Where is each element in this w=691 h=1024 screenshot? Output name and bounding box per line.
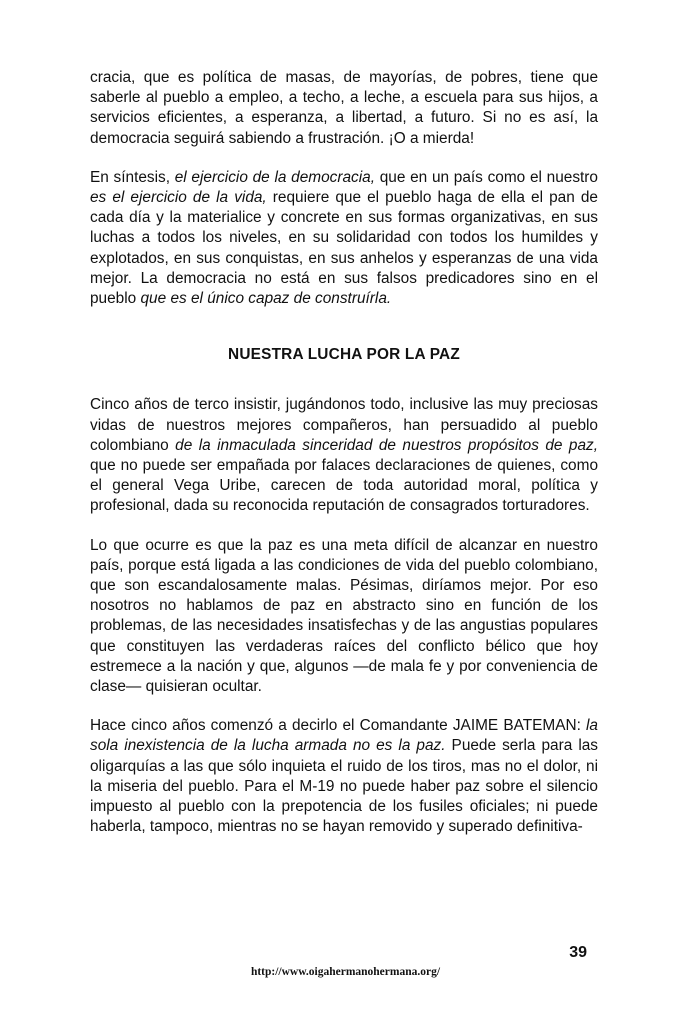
text-run: cracia, que es política de masas, de mayorías, de pobres, tiene que saberle al pueblo a empleo, a techo, a leche, a escuela para sus hijos, a servicios eficientes, a esperanza, a libertad, a futuro. Si no es así, la democracia seguirá sabiendo a frustración. ¡O a mierda!: [90, 69, 598, 147]
text-run: Puede serla para las oligarquías a las que sólo inquieta el ruido de los tiros, mas no el dolor, ni la miseria del pueblo. Para el M-19 no puede haber paz sobre el silencio impuesto al pueblo con la prepotencia de los fusiles oficiales; ni puede haberla, tampoco, mientras no se hayan removido y superado definitiva-: [90, 737, 599, 836]
text-run: Cinco años de terco insistir, jugándonos todo, inclusive las muy preciosas vidas de nuestros mejores compañeros, han persuadido al pueblo colombiano: [90, 396, 598, 454]
italic-phrase: el ejercicio de la democracia,: [174, 168, 375, 186]
text-run: En síntesis,: [90, 168, 175, 186]
text-run: Hace cinco años comenzó a decirlo el Comandante JAIME BATEMAN:: [90, 717, 587, 735]
italic-phrase: es el ejercicio de la vida,: [90, 189, 267, 207]
text-run: Lo que ocurre es que la paz es una meta difícil de alcanzar en nuestro país, porque está ligada a las condiciones de vida del pueblo colombiano, que son escandalosamente malas. Pésimas, diríamos mejor. Por eso nosotros no hablamos de paz en abstracto sino en función de los problemas, de las necesidades insatisfechas y de las angustias populares que constituyen las verdaderas raíces del conflicto bélico que hoy estremece a la nación y que, algunos —de mala fe y por conveniencia de clase— quisieran ocultar.: [90, 536, 598, 696]
paragraph: [90, 168, 598, 309]
footer-url: http://www.oigahermanohermana.org/: [250, 966, 441, 978]
italic-phrase: que es el único capaz de construírla.: [140, 290, 392, 308]
italic-phrase: de la inmaculada sinceridad de nuestros propósitos de paz,: [175, 436, 598, 454]
paragraph: [90, 536, 598, 698]
page-number: 39: [569, 944, 587, 961]
paragraph: [90, 68, 598, 149]
paragraph: [90, 716, 598, 837]
text-run: que en un país como el nuestro: [374, 168, 598, 186]
text-run: que no puede ser empañada por falaces declaraciones de quienes, como el general Vega Uribe, carecen de toda autoridad moral, política y profesional, dada su reconocida reputación de consagrados torturadores.: [90, 457, 598, 515]
section-heading: NUESTRA LUCHA POR LA PAZ: [228, 346, 460, 364]
text-column: [90, 68, 598, 857]
text-run: requiere que el pueblo haga de ella el pan de cada día y la materialice y concrete en sus formas organizativas, en sus luchas a todos los niveles, en su solidaridad con todos los humildes y explotados, en sus conquistas, en sus anhelos y esperanzas de una vida mejor. La democracia no está en sus falsos predicadores sino en el pueblo: [90, 189, 598, 308]
paragraph: [90, 395, 598, 516]
italic-phrase: la sola inexistencia de la lucha armada no es la paz.: [90, 717, 598, 755]
